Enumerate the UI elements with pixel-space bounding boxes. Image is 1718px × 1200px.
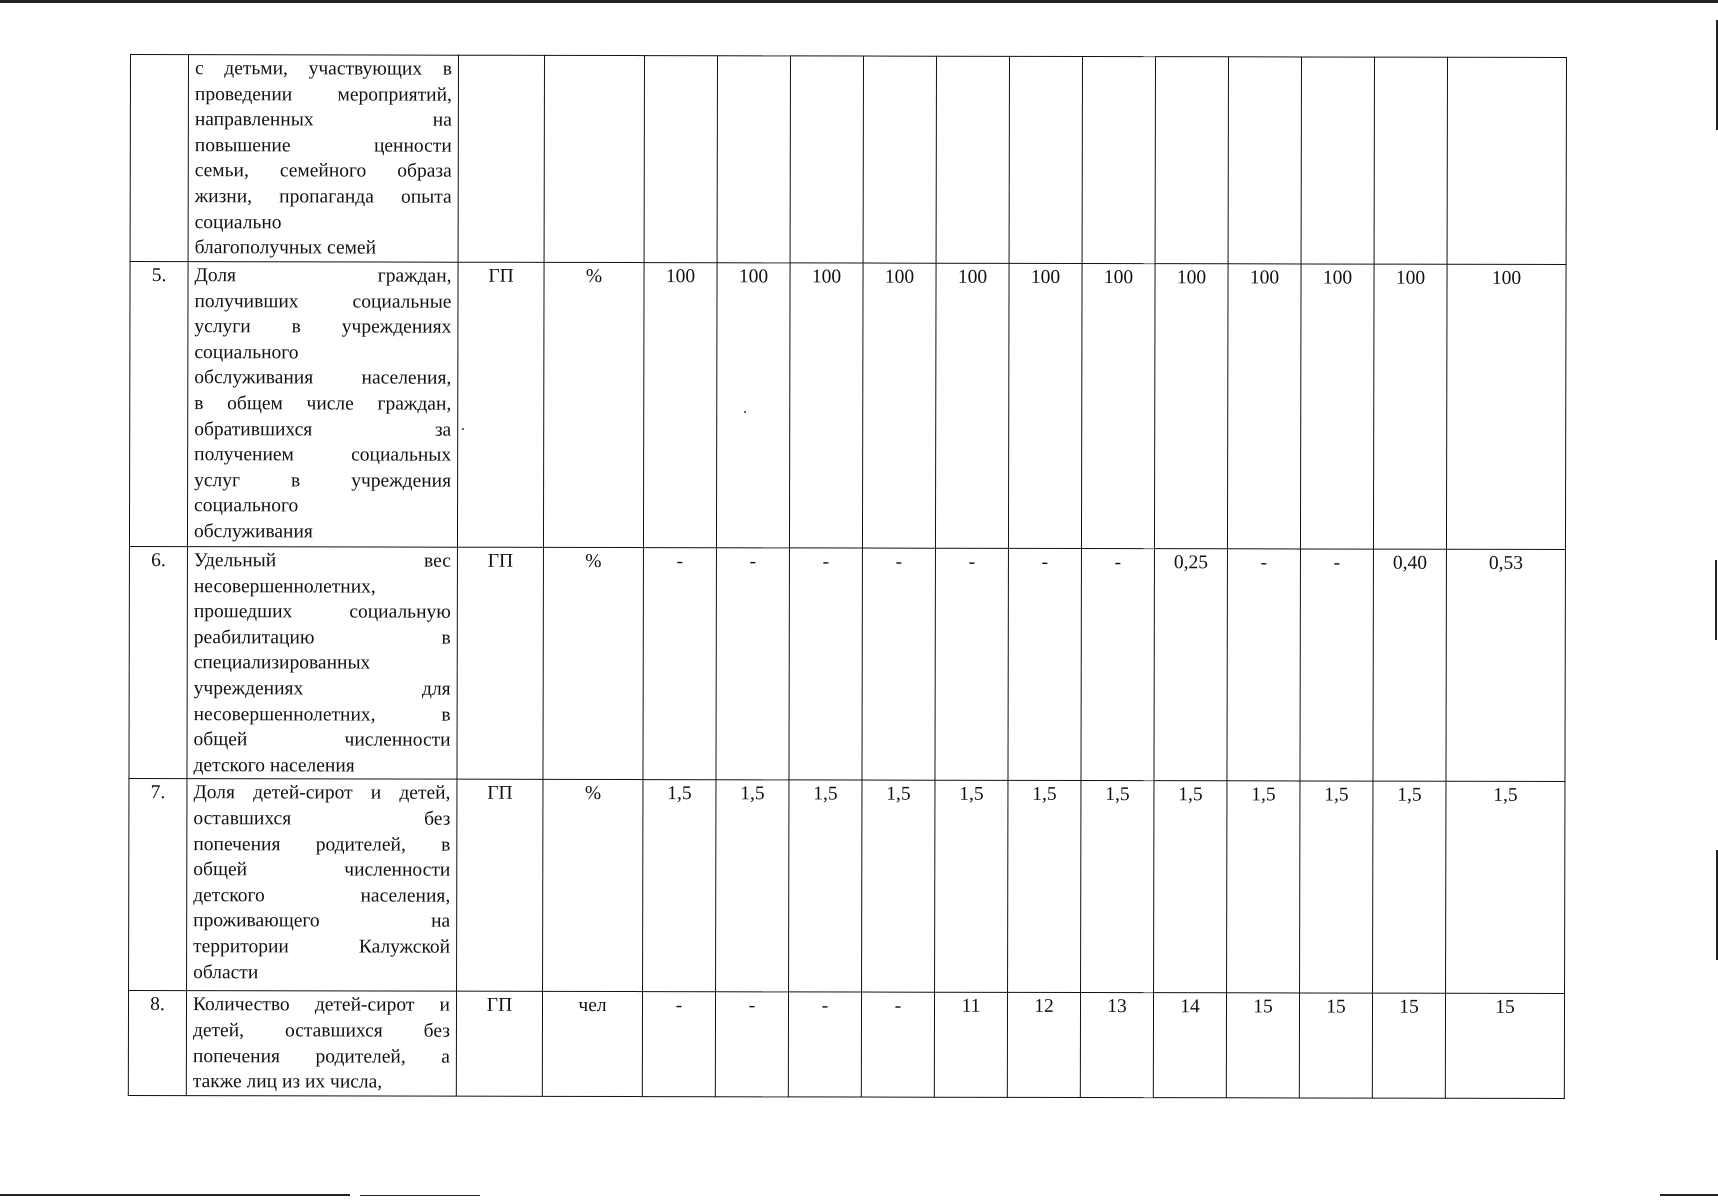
indicator-value: [717, 56, 790, 263]
scan-edge-right: [1715, 560, 1717, 640]
indicator-value: 100: [1008, 263, 1082, 548]
indicator-value: 0,53: [1446, 549, 1565, 782]
indicator-value: [1447, 57, 1566, 264]
indicator-value: 1,5: [716, 780, 789, 992]
indicator-value: 14: [1153, 993, 1226, 1098]
description-line: получением социальных: [194, 444, 452, 466]
indicator-value: [790, 56, 863, 263]
description-line: общей численности: [193, 859, 451, 881]
indicator-value: 1,5: [862, 780, 935, 992]
indicator-value: 100: [1227, 264, 1301, 549]
indicator-value: 0,40: [1373, 549, 1446, 781]
description-line: повышение ценности: [194, 134, 452, 157]
indicator-value: [1009, 56, 1082, 263]
indicator-value: -: [788, 992, 861, 1097]
description-line: учреждениях для: [193, 678, 451, 700]
program-code: ГП: [457, 547, 543, 780]
indicator-value: 1,5: [1227, 781, 1300, 993]
indicator-value: 15: [1226, 993, 1299, 1098]
description-line: общей численности: [193, 729, 451, 751]
program-code: ГП: [456, 992, 542, 1097]
indicator-value: -: [862, 548, 935, 780]
description-line: несовершеннолетних,: [193, 575, 376, 598]
indicator-value: 100: [935, 263, 1009, 548]
table-row: [130, 55, 1566, 265]
indicator-value: 11: [934, 993, 1007, 1098]
description-line: обслуживания населения,: [194, 367, 452, 390]
indicator-value: -: [1008, 548, 1081, 780]
indicator-value: 1,5: [1008, 781, 1081, 993]
description-line: семьи, семейного образа: [194, 160, 452, 183]
unit-of-measure: %: [543, 780, 643, 992]
row-number: 8.: [128, 991, 186, 1095]
indicator-value: 1,5: [1154, 781, 1227, 993]
description-line: также лиц из их числа,: [192, 1071, 383, 1093]
indicator-value: 1,5: [1373, 781, 1446, 993]
indicator-value: 100: [1154, 264, 1228, 549]
indicator-value: -: [716, 548, 789, 780]
indicator-value: 100: [1300, 264, 1374, 549]
indicator-value: [1374, 57, 1447, 264]
description-line: детей, оставшихся без: [192, 1020, 450, 1042]
indicator-value: [1228, 57, 1301, 264]
indicator-value: -: [1300, 549, 1373, 781]
indicator-value: [1155, 57, 1228, 264]
indicator-value: 1,5: [643, 780, 716, 992]
row-number: 5.: [129, 262, 188, 547]
table-body: [128, 55, 1566, 1099]
description-line: обратившихся за: [194, 418, 452, 441]
indicator-value: 13: [1080, 993, 1153, 1098]
description-line: Удельный вес: [193, 550, 451, 572]
description-line: социально: [194, 211, 282, 233]
description-line: детского населения: [193, 754, 355, 777]
row-number: 7.: [129, 779, 187, 991]
description-line: территории Калужской: [193, 936, 451, 958]
indicator-value: 1,5: [935, 781, 1008, 993]
indicator-value: 100: [862, 263, 936, 548]
indicator-description: [187, 262, 458, 548]
indicator-value: 0,25: [1154, 549, 1227, 781]
scan-edge-bottom: [1660, 1194, 1718, 1196]
description-line: благополучных семей: [194, 237, 377, 259]
description-line: несовершеннолетних, в: [193, 703, 451, 726]
scan-edge-bottom: [360, 1195, 480, 1196]
description-line: в общем числе граждан,: [194, 393, 452, 415]
indicator-value: 100: [789, 263, 863, 548]
description-line: направленных на: [194, 109, 452, 131]
unit-of-measure: [544, 55, 644, 262]
unit-of-measure: %: [543, 262, 644, 547]
description-line: попечения родителей, а: [192, 1045, 450, 1068]
program-code: ГП: [457, 262, 544, 547]
indicator-description: [188, 55, 458, 263]
scan-edge-bottom: [0, 1194, 350, 1196]
description-line: реабилитацию в: [193, 626, 451, 649]
indicator-value: -: [643, 548, 716, 780]
indicator-value: [936, 56, 1009, 263]
indicator-value: -: [1227, 549, 1300, 781]
description-line: жизни, пропаганда опыта: [194, 186, 452, 208]
description-line: оставшихся без: [193, 808, 451, 830]
description-line: специализированных: [193, 652, 371, 674]
table-row: [129, 779, 1565, 994]
indicator-value: 1,5: [789, 780, 862, 992]
description-line: области: [193, 961, 259, 983]
description-line: Доля граждан,: [194, 265, 452, 287]
description-line: проведении мероприятий,: [194, 83, 452, 106]
indicator-value: -: [642, 992, 715, 1097]
indicator-value: -: [861, 992, 934, 1097]
indicator-value: 12: [1007, 993, 1080, 1098]
description-line: социального: [194, 341, 299, 364]
indicator-value: -: [715, 992, 788, 1097]
indicator-description: [186, 991, 456, 1096]
description-line: прошедших социальную: [193, 601, 451, 623]
description-line: услуг в учреждения: [194, 469, 452, 492]
indicator-value: [863, 56, 936, 263]
indicator-value: 100: [643, 263, 717, 548]
indicator-value: 1,5: [1081, 781, 1154, 993]
indicator-table: [128, 54, 1567, 1099]
indicator-description: [187, 779, 457, 992]
description-line: Количество детей-сирот и: [192, 994, 451, 1017]
description-line: проживающего на: [193, 910, 451, 932]
description-line: услуги в учреждениях: [194, 316, 452, 338]
indicator-value: [1082, 56, 1155, 263]
indicator-value: 100: [1373, 264, 1447, 549]
indicator-value: 15: [1372, 993, 1445, 1098]
indicator-value: -: [935, 548, 1008, 780]
description-line: детского населения,: [193, 884, 451, 907]
unit-of-measure: чел: [542, 992, 642, 1097]
description-line: получивших социальные: [194, 290, 452, 313]
table-row: [128, 991, 1564, 1098]
indicator-description: [187, 547, 457, 780]
indicator-value: 100: [1081, 263, 1155, 548]
indicator-value: 100: [716, 263, 790, 548]
indicator-value: 15: [1299, 993, 1372, 1098]
table-row: [129, 546, 1565, 781]
scan-edge-top: [0, 0, 1718, 3]
indicator-value: 100: [1446, 264, 1566, 549]
indicator-value: 1,5: [1300, 781, 1373, 993]
row-number: [130, 55, 188, 262]
program-code: [458, 55, 544, 262]
indicator-value: 15: [1445, 994, 1564, 1099]
program-code: ГП: [457, 780, 543, 992]
description-line: обслуживания: [193, 521, 313, 543]
description-line: Доля детей-сирот и детей,: [193, 782, 451, 805]
indicator-value: [1301, 57, 1374, 264]
indicator-value: -: [789, 548, 862, 780]
indicator-value: [644, 56, 717, 263]
description-line: социального: [194, 495, 299, 517]
indicator-value: -: [1081, 548, 1154, 780]
description-line: попечения родителей, в: [193, 833, 451, 856]
table-row: [129, 262, 1566, 550]
unit-of-measure: %: [543, 547, 643, 780]
description-line: с детьми, участвующих в: [194, 58, 452, 80]
indicator-value: 1,5: [1446, 782, 1565, 994]
row-number: 6.: [129, 546, 187, 778]
